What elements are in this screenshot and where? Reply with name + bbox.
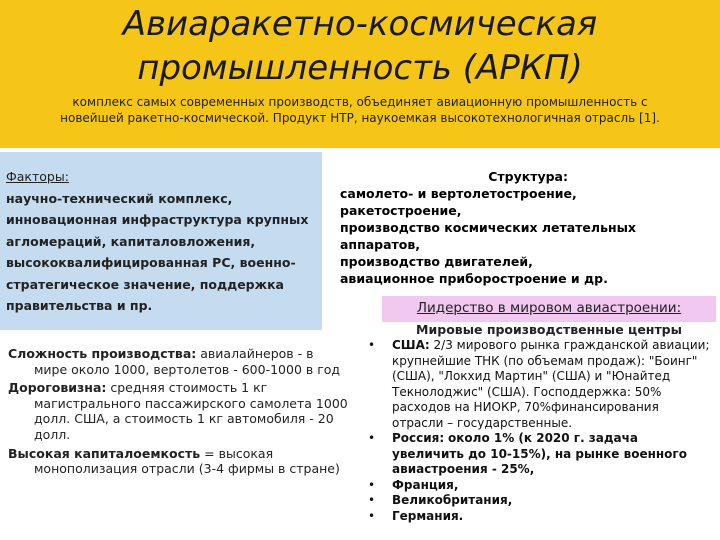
details-block: [8, 346, 348, 480]
structure-item: авиационное приборостроение и др.: [340, 271, 608, 286]
bullet-icon: •: [368, 508, 376, 523]
centers-heading: Мировые производственные центры: [416, 322, 682, 337]
structure-item: производство двигателей,: [340, 254, 533, 269]
bullet-icon: •: [368, 477, 376, 492]
center-text: 2/3 мирового рынка гражданской авиации; крупнейшие ТНК (по объемам продаж): "Боинг" (США), "Локхид Мартин" (США) и "Юнайтед Текнолоджис" (США). Господдержка: 50% расходов на НИОКР, 70%финансирования отрасли – государственные.: [392, 338, 710, 430]
detail-label: Дороговизна:: [8, 380, 107, 396]
leadership-heading: Лидерство в мировом авиастроении:: [416, 300, 682, 316]
page-title: Авиаракетно-космическая промышленность (АРКП): [122, 4, 598, 88]
structure-heading: Структура:: [488, 169, 568, 184]
structure-item: производство космических летательных аппаратов,: [340, 220, 636, 252]
structure-block: [340, 168, 700, 287]
center-text: около 1% (к 2020 г. задача увеличить до 10-15%), на рынке военного авиастроения - 25%,: [392, 431, 687, 476]
center-label: Великобритания,: [392, 493, 513, 507]
detail-paragraph: [8, 380, 348, 442]
bullet-icon: •: [368, 493, 376, 507]
list-item: [362, 338, 712, 431]
structure-item: самолето- и вертолетостроение,: [340, 186, 577, 201]
page-subtitle: комплекс самых современных производств, объединяет авиационную промышленность с новейшей ракетно-космической. Продукт НТР, наукоемкая высокотехнологичная отрасль [1].: [60, 95, 660, 125]
bullet-icon: •: [368, 338, 376, 352]
detail-paragraph: [8, 346, 348, 377]
detail-label: Высокая капиталоемкость: [8, 445, 201, 461]
detail-text: средняя стоимость 1 кг магистрального пассажирского самолета 1000 долл. США, а стоимость 1 кг автомобиля - 20 долл.: [34, 380, 348, 442]
centers-list: [362, 338, 712, 524]
structure-item: ракетостроение,: [340, 203, 462, 218]
factors-text: научно-технический комплекс, инновационная инфраструктура крупных агломераций, капиталовложения, высококвалифицированная РС, военно-стратегическое значение, поддержка правительства и пр.: [6, 190, 309, 313]
bullet-icon: •: [368, 431, 376, 445]
center-label: Россия:: [392, 431, 445, 445]
factors-block: [6, 166, 320, 317]
factors-heading: Факторы:: [6, 169, 69, 184]
detail-text: авиалайнеров - в мире около 1000, вертолетов - 600-1000 в год: [34, 346, 341, 377]
detail-label: Сложность производства:: [8, 346, 197, 361]
list-item: [362, 478, 712, 494]
detail-paragraph: [8, 446, 348, 477]
list-item: [362, 431, 712, 478]
list-item: [362, 509, 712, 525]
center-label: США:: [392, 338, 430, 352]
center-label: Германия.: [392, 508, 464, 523]
list-item: [362, 493, 712, 509]
detail-text: = высокая монополизация отрасли (3-4 фирмы в стране): [34, 445, 340, 477]
center-label: Франция,: [392, 477, 459, 492]
